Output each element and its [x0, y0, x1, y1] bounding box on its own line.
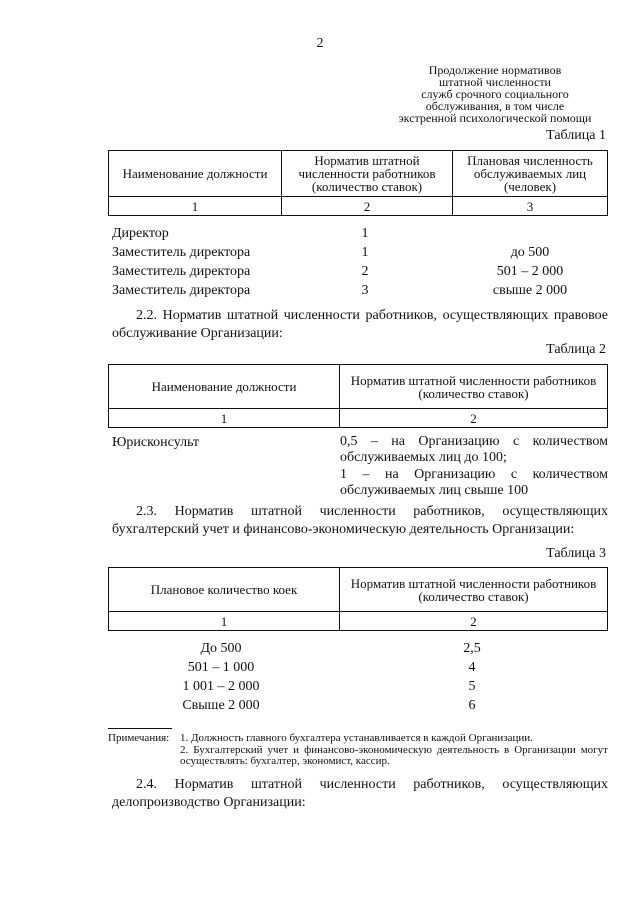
table1-position: Заместитель директора	[112, 283, 251, 298]
paragraph-2-3: 2.3. Норматив штатной численности работников, осуществляющих бухгалтерский учет и финансово-экономическую деятельность Организации:	[112, 504, 608, 537]
header-note-line: экстренной психологической помощи	[398, 111, 592, 125]
paragraph-2-2: 2.2. Норматив штатной численности работников, осуществляющих правовое обслуживание Организации:	[112, 308, 608, 341]
table1-header	[108, 150, 608, 216]
table3-rate: 2,5	[463, 641, 481, 656]
table3-header-cell: Плановое количество коек	[109, 568, 340, 612]
table1-col-number: 1	[109, 197, 282, 216]
table1-count: 501 – 2 000	[496, 264, 564, 279]
table2-norm: 0,5 – на Организацию с количеством обслуживаемых лиц до 100;	[340, 434, 608, 465]
table1-rate: 2	[361, 264, 369, 279]
table1-col-number: 3	[453, 197, 608, 216]
table1-col-number: 2	[282, 197, 453, 216]
table3-beds: Свыше 2 000	[182, 698, 260, 713]
table3-rate: 6	[468, 698, 476, 713]
table3-beds: 501 – 1 000	[187, 660, 255, 675]
table1-count: свыше 2 000	[492, 283, 568, 298]
header-note-line: Продолжение нормативов	[428, 63, 562, 77]
table1-header-cell: Наименование должности	[109, 151, 282, 197]
table1-header-cell: Норматив штатной численности работников (количество ставок)	[282, 151, 453, 197]
table3-col-number: 2	[340, 612, 608, 631]
table2-position: Юрисконсульт	[112, 435, 200, 450]
table2-col-number: 1	[109, 409, 340, 428]
table1-position: Заместитель директора	[112, 245, 251, 260]
notes-divider	[108, 728, 172, 729]
note-item: 2. Бухгалтерский учет и финансово-экономическую деятельность в Организации могут осуществлять: бухгалтер, экономист, кассир.	[180, 744, 608, 767]
table1-position: Заместитель директора	[112, 264, 251, 279]
table2-col-number: 2	[340, 409, 608, 428]
table1-rate: 1	[361, 226, 369, 241]
table1-caption: Таблица 1	[546, 128, 606, 143]
table3-rate: 5	[468, 679, 476, 694]
table3-header-cell: Норматив штатной численности работников (количество ставок)	[340, 568, 608, 612]
table3-beds: До 500	[200, 641, 242, 656]
table2-header	[108, 364, 608, 428]
header-note-line: штатной численности	[439, 75, 551, 89]
header-note-line: служб срочного социального	[421, 87, 569, 101]
header-note	[380, 64, 610, 124]
table1-rate: 3	[361, 283, 369, 298]
notes-label: Примечания:	[108, 732, 170, 744]
paragraph-2-4: 2.4. Норматив штатной численности работников, осуществляющих делопроизводство Организации:	[112, 777, 608, 810]
header-note-line: обслуживания, в том числе	[425, 99, 565, 113]
table3-header	[108, 567, 608, 631]
table3-col-number: 1	[109, 612, 340, 631]
table3-caption: Таблица 3	[546, 546, 606, 561]
table1-position: Директор	[112, 226, 169, 241]
table2-caption: Таблица 2	[546, 342, 606, 357]
table1-rate: 1	[361, 245, 369, 260]
page-number: 2	[316, 36, 324, 51]
table2-header-cell: Норматив штатной численности работников (количество ставок)	[340, 365, 608, 409]
table1-header-cell: Плановая численность обслуживаемых лиц (человек)	[453, 151, 608, 197]
note-item: 1. Должность главного бухгалтера устанавливается в каждой Организации.	[180, 732, 533, 744]
table2-norm: 1 – на Организацию с количеством обслуживаемых лиц свыше 100	[340, 467, 608, 498]
table3-beds: 1 001 – 2 000	[182, 679, 260, 694]
table1-count: до 500	[510, 245, 550, 260]
table3-rate: 4	[468, 660, 476, 675]
table2-header-cell: Наименование должности	[109, 365, 340, 409]
